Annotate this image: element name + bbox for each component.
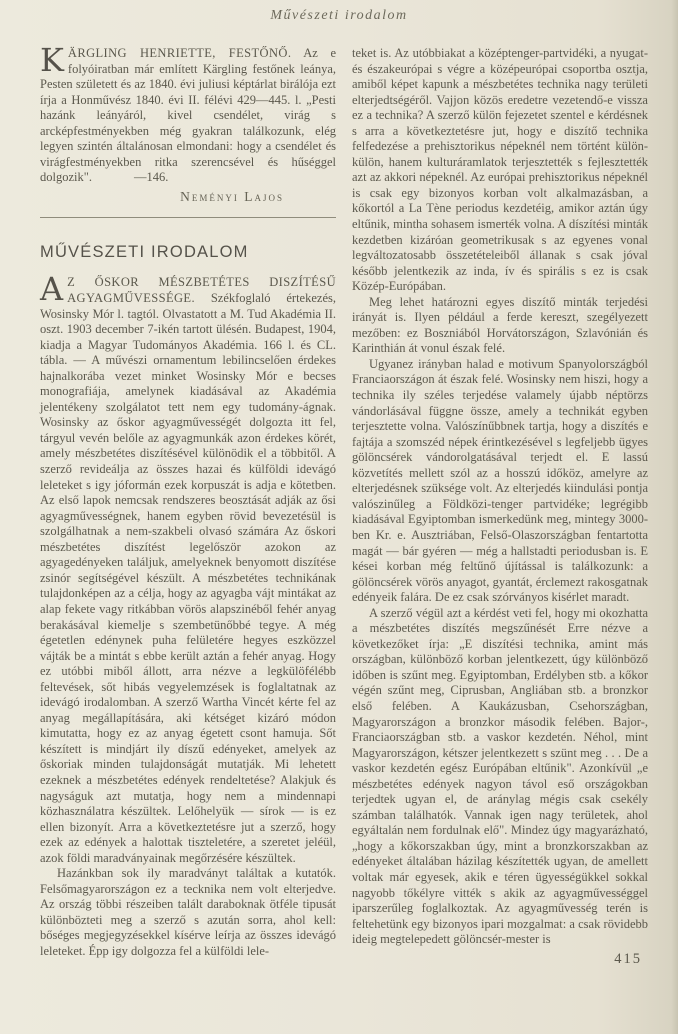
article-oskor-paragraph: [40, 270, 336, 866]
article-oskor-body: Székfoglaló értekezés, Wosinsky Mór l. tagtól. Olvastatott a M. Tud Akadémia II. oszt. 1903 december 7-ikén tartott ülésén. Budapest, 1904, kiadja a Magyar Tudományos Akadémia. 166 l. és CL. tábla. — A művészi ornamentum lebilincselően érdekes hajnalkorába vezet minket Wosinsky Mór e becses monografiája, amelynek kiadásával az Akadémia jelentékeny szolgálatot tett nem egy tudomány-ágnak. Wosinsky az őskor agyagművességét dolgozta itt fel, tárgyul vevén belőle az agyagmunkák azon érdekes körét, amely mészbetétes diszítésével különödik el a többitől. A szerző revideálja az összes hazai és külföldi idevágó leleteket s igy jóformán ezek korpuszát is adja e kötetben. Az első lapok nemcsak rendszeres beosztását adják az ősi agyagművességnek, hanem egyben rövid bevezetésül is szolgálhatnak a nem-szakbeli olvasó számára Az őskori mészbetétes diszítést legelőször azokon az agyagedényeken találjuk, amelyeknek benyomott diszítése zsinór segítségével készült. A mészbetétes technikának tulajdonképen az a célja, hogy az agyagba vájt mintákat az alap fekete vagy ritkábban vörös alapszinéből fehér anyag berakásával kiemelje s szembetünőbbé tegye. A még égetetlen edénynek puha felületére hegyes eszközzel vájták be a mintát s ebbe került aztán a fehér anyag. Hogy ez utóbbi miből állott, arra nézve a legkülöfélébb feltevések, sőt hibás vegyelemzések is foglaltatnak az idevágó irodalomban. A szerző Wartha Vincét kérte fel az anyag megállapítására, aki kétséget kizáró módon kimutatta, hogy ez az anyag égetett csont hamuja. Sőt készített is mindjárt ily díszű edényeket, amelyek az őskoriak minden tulajdonságát mutatják. Mi lehetett ezeknek a mészbetétes edények rendeltetése? Alakjuk és nagyságuk azt mutatja, hogy nem a mindennapi közhasználatra készültek. Lelőhelyük — sírok — is ez ellen bizonyít. Arra a következtetésre jut a szerző, hogy ezek az edények a halottak tiszteletére, a szeretet jeléül, azok földi maradványainak megőrzésére készültek.: [40, 291, 336, 865]
page-number: 415: [614, 951, 642, 967]
article-kargling-reference-number: —146.: [133, 170, 169, 185]
article-oskor-lead: Z ŐSKOR MÉSZBETÉTES DISZÍTÉSŰ AGYAGMŰVESSÉGE.: [67, 275, 336, 306]
two-column-text-block: [40, 41, 648, 960]
left-column: [40, 41, 336, 960]
right-column-paragraph-2: Meg lehet határozni egyes diszítő minták terjedési irányát is. Ilyen például a ferde kereszt, szegélyezett mezőben: ez Boszniából Horvátországon, Szlavónián és Karinthián át vonul észak felé.: [352, 294, 648, 356]
section-heading: MŰVÉSZETI IRODALOM: [40, 243, 249, 262]
article-kargling-body: Az e folyóiratban már említett Kärgling festőnek leánya, Pesten született és az 1840. évi juliusi képtárlat birálója ezt írja a Honművész 1840. évi II. félévi 429—445. l. „Pesti hazánk leányáról, kivel csendélet, virág s arcképfestményekben még gyakran találkozunk, elég legyen szintén általánosan elmondani: hogy a csendélet és virágfestményekben ritka szerencsével és hűséggel dolgozik".: [40, 46, 336, 185]
running-header: Művészeti irodalom: [270, 8, 408, 23]
drop-cap-k: K: [40, 41, 64, 79]
right-column-paragraph-4: A szerző végül azt a kérdést veti fel, hogy mi okozhatta a mészbetétes diszítés megszűnését Erre nézve a következőket írja: „E diszítési technika, amint más országban, különböző korban jelentkezett, úgy különböző időben is szűnt meg. Egyiptomban, Erdélyben stb. a kőkor végén szűnt meg, Ciprusban, Angliában stb. a bronzkor első felében. A Kaukázusban, Csehországban, Magyarországon a bronzkor második felében. Bajor-, Franciaországban stb. a vaskor kezdetén. Néhol, mint Magyarországon, kétszer jelentkezett s szünt meg . . . De a vaskor kezdetén egész Európában eltűnik". Azonkívül „e mészbetétes edények nagyon távol eső országokban terjedtek ugyan el, de aránylag mégis csak csekély számban találhatók. Vannak igen nagy területek, ahol egyáltalán nem fordulnak elő". Mindez úgy magyarázható, „hogy a kőkorszakban úgy, mint a bronzkorszakban az edényeket általában házilag készítették ugyan, de amellett voltak már egyesek, akik e téren ügyességükkel sokkal nagyobb tőkélyre vitték s akik az agyagművességgel iparszerűleg foglalkoztak. Az agyagművesség terén is feltehetünk egy bizonyos ipari mozgalmat: a csak rövidebb ideig megtelepedett gölöncsér-mester is: [352, 605, 648, 947]
article-kargling-lead: ÄRGLING HENRIETTE, FESTŐNŐ.: [67, 46, 292, 60]
article-kargling-paragraph: [40, 41, 336, 186]
right-column-continuation-paragraph: teket is. Az utóbbiakat a középtenger-partvidéki, a nyugat- és északeurópai s végre a középeurópai csoportba osztja, amiből képet kapunk a mészbetétes technika nagy területi elterjedtségéről. Vajjon közös eredetre vezetendő-e vissza ez a technika? A szerző külön fejezetet szentel e kérdésnek s arra a következtetésre jut, hogy e diszítő technika felfedezése a prehisztorikus népeknél nem történt külön-külön, hanem kulturáramlatok terjesztették s fejlesztették azt az akkori népeknél. Az európai prehisztorikus népeknél is csak egy bizonyos korban volt alkalmazásban, a kőkortól a La Tène periodus kezdetéig, amikor aztán úgy eltűnik, mintha sohasem ismerték volna. A díszítési minták kezdetben kizáróan geometrikusak s az egyenes vonal legváltozatosabb összetételeiből állanak s csak jóval később jelentkezik az inda, ív és spirális s ez is csak Közép-Európában.: [352, 46, 648, 294]
author-signature: Neményi Lajos: [180, 188, 284, 204]
right-column: [352, 46, 648, 960]
left-column-last-paragraph: Hazánkban sok ily maradványt találtak a kutatók. Felsőmagyarországon ez a tecknika nem volt elterjedve. Az ország többi részeiben talált daraboknak ötféle tipusát különbözteti meg a szerző s azután sorra, ahol kell: bőséges megjegyzésekkel kísérve leírja az összes idevágó leleteket. Épp igy dolgozza fel a külföldi lele-: [40, 866, 336, 958]
drop-cap-a: A: [40, 270, 64, 309]
right-column-paragraph-3: Ugyanez irányban halad e motivum Spanyolországból Franciaországon át észak felé. Wosinsky nem hiszi, hogy a technika ily széles terjedése valamely újabb néptörzs vándorlásával függne össze, amely a technikát egyben terjesztette volna. Valószínűbbnek tartja, hogy a diszítés e fajtája a szomszéd népek érintkezésével s legfeljebb ügyes gölöncsérek vándorolgatásával terjedt el. E lassú közvetítés mellett szól az a hosszú időköz, amelyre az elterjedésnek szüksége volt. Az elterjedés kiindulási pontja valószinűleg a Földközi-tenger partvidéke; legrégibb kiadásával Egyiptomban ismerkedünk meg, mintegy 3000-ben Kr. e. Ausztriában, Felső-Olaszországban fentartotta magát — bár gyéren — még a hallstadti periodusban is. E kései korban még feltűnő újítással is találkozunk: a gölöncsérek vörös anyagot, gyantát, érclemezt rakosgatnak edényeik falára. De ez csak szórványos kisérlet maradt.: [352, 356, 648, 605]
section-divider-rule: [40, 217, 336, 218]
